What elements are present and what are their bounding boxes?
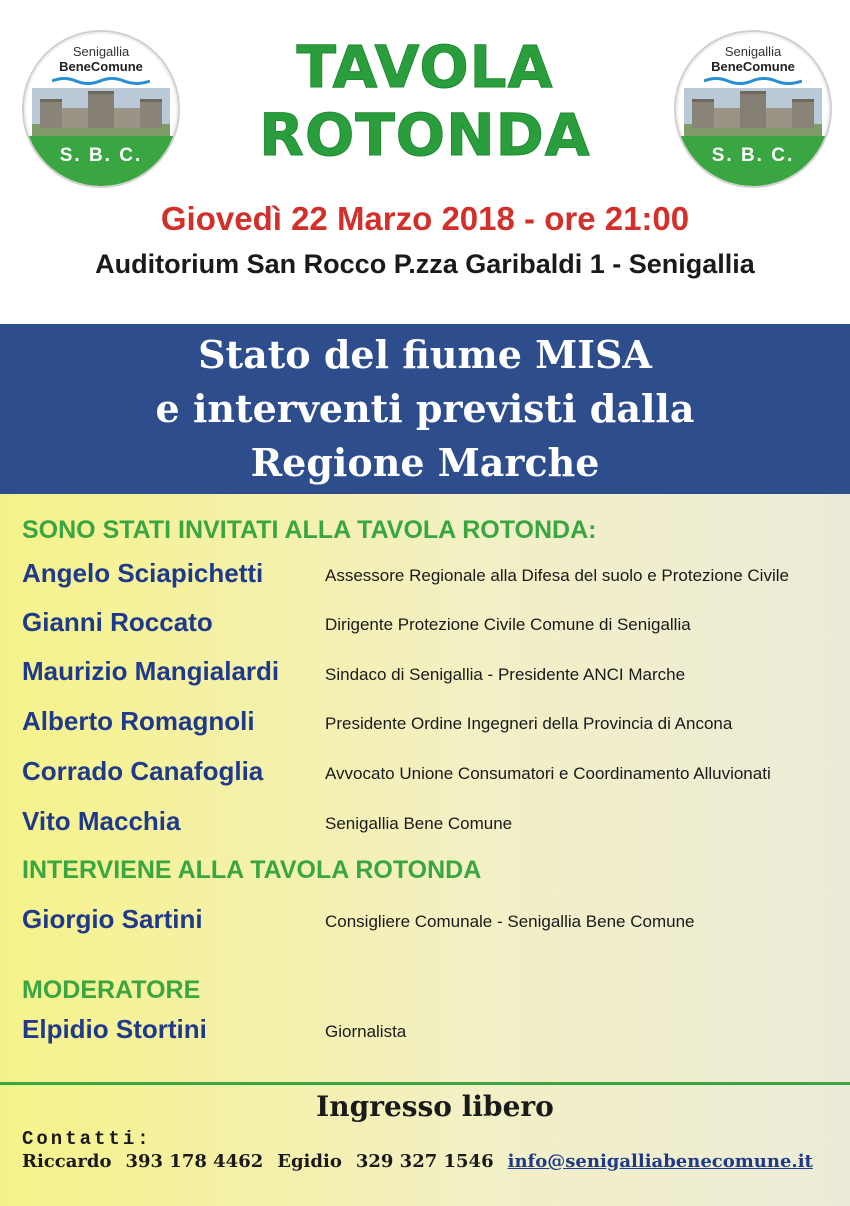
invited-name: Angelo Sciapichetti [22,558,264,588]
logo-brand-line1: Senigallia [724,44,782,59]
wave-icon [704,76,802,86]
castle-icon [684,88,822,136]
invited-heading: SONO STATI INVITATI ALLA TAVOLA ROTONDA: [22,516,597,544]
email-link[interactable]: info@senigalliabenecomune.it [507,1151,813,1172]
logo-badge: S. B. C. [711,145,795,166]
invited-role: Sindaco di Senigallia - Presidente ANCI Marche [325,665,686,684]
logo-brand-line2: BeneComune [59,59,143,74]
contact2-name: Egidio [277,1151,342,1172]
logo-brand-line2: BeneComune [711,59,795,74]
moderator-heading: MODERATORE [22,976,201,1004]
moderator-role: Giornalista [325,1022,407,1041]
speaker-heading: INTERVIENE ALLA TAVOLA ROTONDA [22,856,482,884]
moderator-name: Elpidio Stortini [22,1014,207,1044]
title-line1: TAVOLA [296,33,554,101]
speaker-role: Consigliere Comunale - Senigallia Bene Comune [325,912,695,931]
entry-note: Ingresso libero [316,1090,554,1123]
wave-icon [52,76,150,86]
invited-name: Corrado Canafoglia [22,756,264,786]
invited-name: Gianni Roccato [22,607,213,637]
contacts-line [22,1151,813,1172]
topic-line2: e interventi previsti dalla [155,386,695,431]
invited-name: Vito Macchia [22,806,181,836]
invited-name: Maurizio Mangialardi [22,656,280,686]
sbc-logo-right [674,30,832,188]
contact2-phone: 329 327 1546 [355,1151,494,1172]
topic-line3: Regione Marche [250,440,600,485]
sbc-logo-left [22,30,180,188]
event-venue: Auditorium San Rocco P.zza Garibaldi 1 - Senigallia [95,249,755,279]
invited-role: Dirigente Protezione Civile Comune di Senigallia [325,615,691,634]
logo-badge: S. B. C. [59,145,143,166]
castle-icon [32,88,170,136]
logo-brand-line1: Senigallia [72,44,130,59]
event-date: Giovedì 22 Marzo 2018 - ore 21:00 [160,200,690,237]
topic-line1: Stato del fiume MISA [198,332,652,377]
invited-role: Avvocato Unione Consumatori e Coordinamento Alluvionati [325,764,771,783]
invited-role: Presidente Ordine Ingegneri della Provincia di Ancona [325,714,733,733]
speaker-name: Giorgio Sartini [22,904,203,934]
title-line2: ROTONDA [259,101,591,169]
contacts-label: Contatti: [22,1128,152,1150]
invited-name: Alberto Romagnoli [22,706,255,736]
invited-role: Assessore Regionale alla Difesa del suolo e Protezione Civile [325,566,789,585]
topic-banner [0,324,850,494]
invited-role: Senigallia Bene Comune [325,814,513,833]
contact1-name: Riccardo [22,1151,112,1172]
contact1-phone: 393 178 4462 [125,1151,264,1172]
